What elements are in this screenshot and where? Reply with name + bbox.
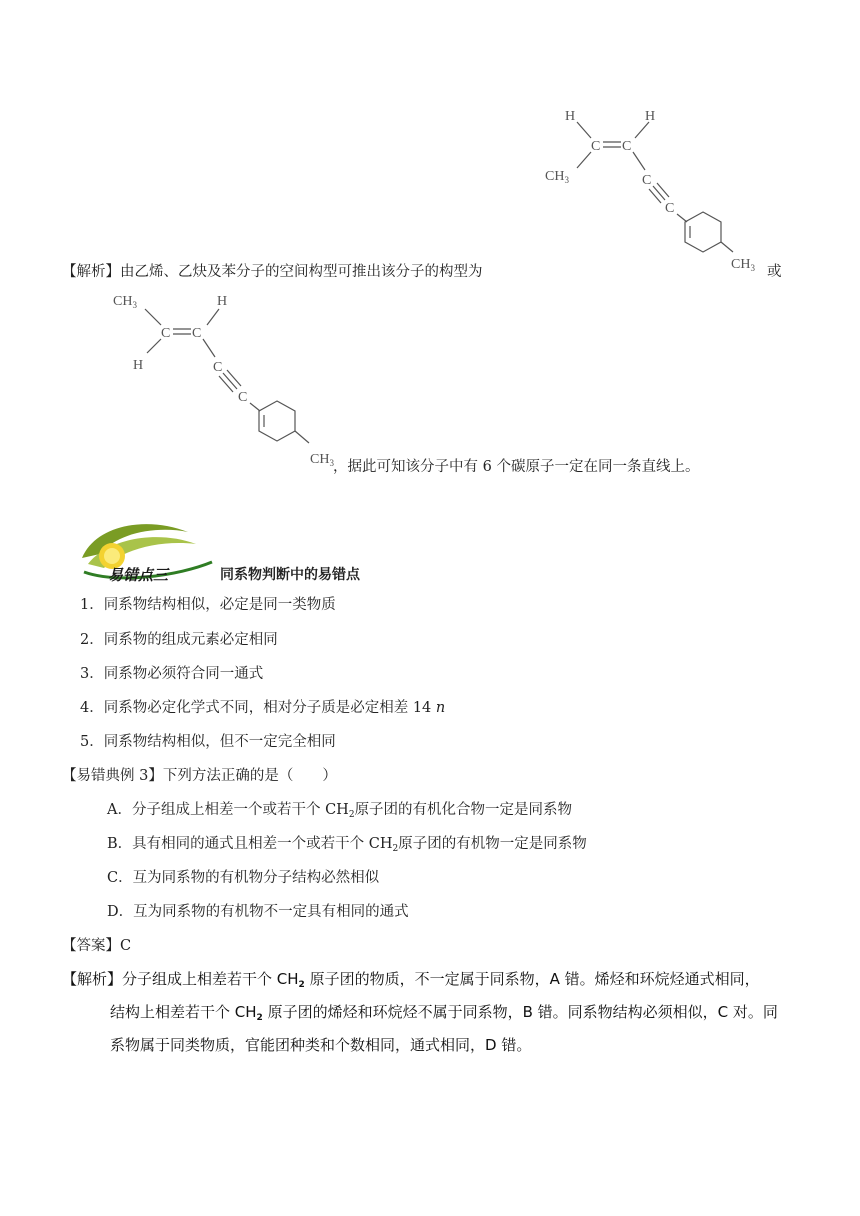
atom-c: C (161, 326, 171, 341)
analysis-intro-line (62, 262, 483, 282)
section-logo-text: 易错点三 (108, 566, 169, 584)
answer-line (62, 936, 131, 956)
atom-h: H (645, 109, 656, 124)
explanation-line (110, 1035, 531, 1055)
option-b (107, 834, 587, 859)
section-logo-icon (78, 514, 218, 584)
list-item: 3．同系物必须符合同一通式 (80, 666, 264, 682)
section-heading: 同系物判断中的易错点 (220, 567, 360, 583)
explanation-text: 原子团的物质，不一定属于同系物，A 错。烯烃和环烷烃通式相同， (304, 970, 760, 988)
atom-c: C (642, 173, 652, 188)
ch3-group: $CH_3$ (731, 257, 755, 273)
variable-n: n (435, 700, 446, 716)
example-label: 【易错典例 3】 (62, 768, 163, 784)
atom-c: C (665, 201, 675, 216)
atom-c: C (622, 139, 632, 154)
example-question-text: 下列方法正确的是（ ） (162, 768, 337, 784)
ch3-group: $CH_3$ (545, 169, 569, 185)
option-a (107, 800, 572, 825)
explanation-text: 分子组成上相差若干个 CH (122, 970, 299, 988)
ch3-group: $CH_3$ (310, 452, 334, 468)
example-question (62, 766, 337, 786)
ch3-group: $CH_3$ (113, 294, 137, 310)
option-c (107, 868, 379, 888)
option-text: C．互为同系物的有机物分子结构必然相似 (107, 870, 380, 886)
or-text: 或 (767, 264, 782, 280)
answer-label: 【答案】 (62, 938, 120, 954)
option-text: A．分子组成上相差一个或若干个 CH (107, 802, 349, 818)
subscript: 2 (348, 810, 355, 820)
option-text: 原子团的有机物一定是同系物 (398, 836, 587, 852)
atom-h: H (217, 294, 228, 309)
atom-c: C (213, 360, 223, 375)
atom-h: H (133, 358, 144, 373)
molecule-structure-1 (535, 100, 775, 280)
list-item: 2．同系物的组成元素必定相同 (80, 632, 278, 648)
atom-h: H (565, 109, 576, 124)
molecule-structure-2 (105, 285, 365, 475)
explanation-text: 结构上相差若干个 CH (110, 1003, 257, 1021)
list-item: 5．同系物结构相似，但不一定完全相同 (80, 734, 336, 750)
point-4-text: 4．同系物必定化学式不同，相对分子质是必定相差 14 (80, 700, 436, 716)
option-d (107, 902, 409, 922)
list-item: 1．同系物结构相似，必定是同一类物质 (80, 597, 336, 613)
option-text: D．互为同系物的有机物不一定具有相同的通式 (107, 904, 409, 920)
option-text: B．具有相同的通式且相差一个或若干个 CH (107, 836, 393, 852)
atom-c: C (591, 139, 601, 154)
explanation-line (62, 969, 760, 995)
explanation-text: 系物属于同类物质，官能团种类和个数相同，通式相同，D 错。 (110, 1036, 532, 1054)
atom-c: C (192, 326, 202, 341)
answer-value: C (120, 938, 132, 954)
subscript: 2 (392, 844, 399, 854)
list-item (80, 698, 445, 718)
analysis-conclusion: ，据此可知该分子中有 6 个碳原子一定在同一条直线上。 (333, 459, 700, 475)
atom-c: C (238, 390, 248, 405)
option-text: 原子团的有机化合物一定是同系物 (354, 802, 573, 818)
explanation-label: 【解析】 (62, 970, 123, 988)
subscript: 2 (298, 980, 305, 990)
explanation-text: 原子团的烯烃和环烷烃不属于同系物，B 错。同系物结构必须相似，C 对。同 (262, 1003, 778, 1021)
analysis-label: 【解析】 (62, 264, 120, 280)
subscript: 2 (256, 1013, 263, 1023)
explanation-line (110, 1002, 778, 1028)
analysis-intro-text: 由乙烯、乙炔及苯分子的空间构型可推出该分子的构型为 (120, 264, 483, 280)
